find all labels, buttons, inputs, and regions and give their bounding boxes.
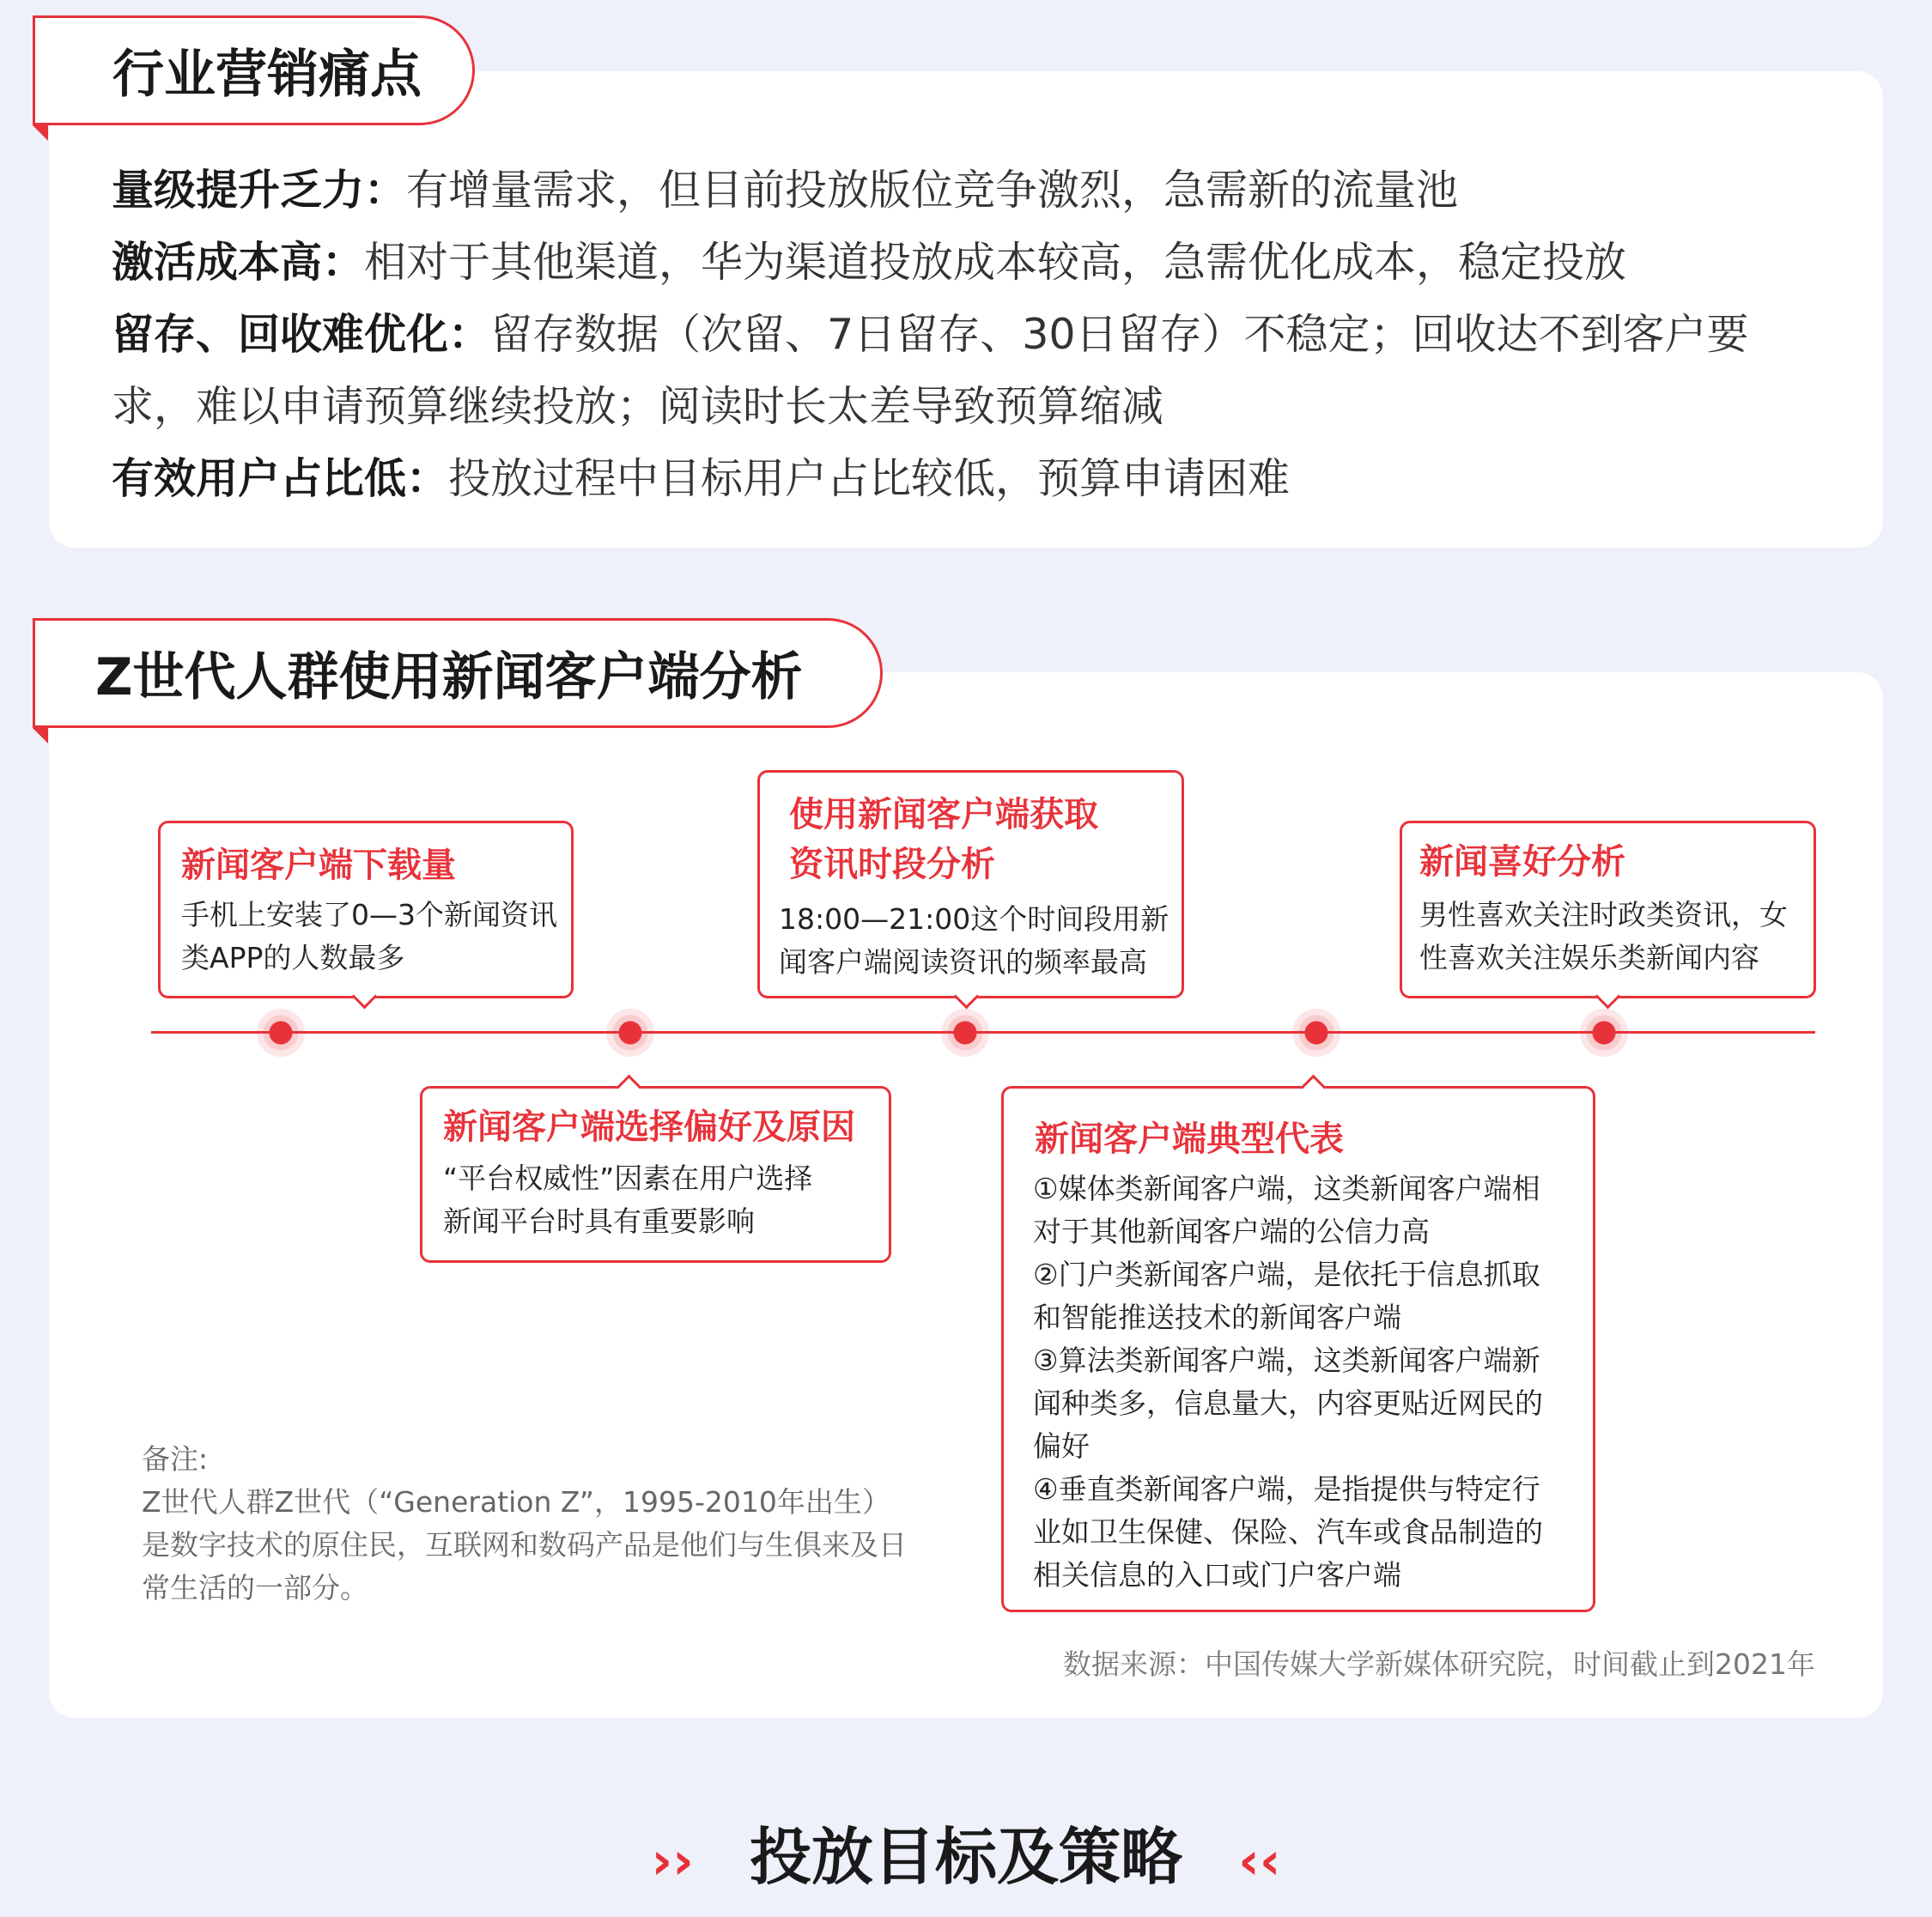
- box-text-line: 新闻平台时具有重要影响: [443, 1204, 755, 1238]
- timeline-dot: [1580, 1009, 1628, 1057]
- box-text-line: 和智能推送技术的新闻客户端: [1033, 1301, 1401, 1334]
- chevron-right-icon: ››: [651, 1831, 694, 1891]
- timeline-dot: [606, 1009, 654, 1057]
- box-text-line: 男性喜欢关注时政类资讯，女: [1419, 898, 1788, 931]
- box-text-line: 闻客户端阅读资讯的频率最高: [779, 945, 1147, 979]
- pain-point-continuation: 求，难以申请预算继续投放；阅读时长太差导致预算缩减: [112, 382, 1164, 431]
- box-text-line: 闻种类多，信息量大，内容更贴近网民的: [1033, 1386, 1543, 1420]
- timeline-dot: [257, 1009, 305, 1057]
- box-text-line: ③算法类新闻客户端，这类新闻客户端新: [1033, 1344, 1540, 1377]
- box-title: 使用新闻客户端获取: [789, 795, 1098, 834]
- box-text-line: ④垂直类新闻客户端，是指提供与特定行: [1033, 1472, 1540, 1506]
- info-box-downloads: [158, 821, 574, 998]
- box-text-line: 手机上安装了0—3个新闻资讯: [181, 898, 557, 931]
- box-text-line: 18:00—21:00这个时间段用新: [779, 902, 1170, 936]
- box-title: 新闻客户端选择偏好及原因: [443, 1107, 855, 1147]
- section-title-pain-points: [33, 15, 475, 125]
- box-text-line: “平台权威性”因素在用户选择: [443, 1162, 813, 1195]
- box-text-line: 偏好: [1033, 1429, 1090, 1463]
- pain-point-item: 激活成本高：相对于其他渠道，华为渠道投放成本较高，急需优化成本，稳定投放: [112, 238, 1627, 287]
- box-title: 资讯时段分析: [789, 845, 995, 884]
- box-text-line: ②门户类新闻客户端，是依托于信息抓取: [1033, 1258, 1540, 1291]
- info-box-typical-apps: [1001, 1086, 1595, 1612]
- box-title: 新闻客户端下载量: [181, 846, 456, 885]
- tab-fold-decoration: [33, 125, 48, 141]
- chevron-left-icon: ‹‹: [1238, 1831, 1281, 1891]
- note-text: Z世代人群Z世代（“Generation Z”，1995-2010年出生）: [142, 1485, 890, 1519]
- timeline-dot: [1292, 1009, 1340, 1057]
- footer-title-text: 投放目标及策略: [749, 1821, 1182, 1893]
- box-text-line: 相关信息的入口或门户客户端: [1033, 1558, 1401, 1592]
- box-title: 新闻客户端典型代表: [1035, 1119, 1344, 1159]
- pain-point-item: 量级提升乏力：有增量需求，但目前投放版位竞争激烈，急需新的流量池: [112, 166, 1459, 215]
- data-source: 数据来源：中国传媒大学新媒体研究院，时间截止到2021年: [1063, 1647, 1815, 1681]
- box-text-line: 类APP的人数最多: [181, 941, 405, 974]
- note-text: 常生活的一部分。: [142, 1571, 368, 1605]
- info-box-preference: [420, 1086, 891, 1263]
- section-title-analysis: [33, 618, 883, 728]
- tab-fold-decoration: [33, 728, 48, 743]
- footer-heading: [0, 1807, 1932, 1896]
- pain-point-item: 留存、回收难优化：留存数据（次留、7日留存、30日留存）不稳定；回收达不到客户要: [112, 310, 1749, 359]
- box-title: 新闻喜好分析: [1419, 842, 1625, 882]
- timeline-dot: [941, 1009, 989, 1057]
- pain-point-item: 有效用户占比低：投放过程中目标用户占比较低，预算申请困难: [112, 454, 1291, 503]
- box-text-line: 业如卫生保健、保险、汽车或食品制造的: [1033, 1515, 1543, 1549]
- section-title-text: 行业营销痛点: [112, 45, 422, 105]
- info-box-time-slot: [757, 770, 1184, 998]
- box-text-line: ①媒体类新闻客户端，这类新闻客户端相: [1033, 1172, 1540, 1205]
- section-title-text: Z世代人群使用新闻客户端分析: [95, 647, 803, 707]
- info-box-news-preference: [1400, 821, 1816, 998]
- note-heading: 备注:: [142, 1442, 209, 1476]
- box-text-line: 对于其他新闻客户端的公信力高: [1033, 1215, 1430, 1248]
- box-text-line: 性喜欢关注娱乐类新闻内容: [1419, 941, 1759, 974]
- note-text: 是数字技术的原住民，互联网和数码产品是他们与生俱来及日: [142, 1528, 907, 1562]
